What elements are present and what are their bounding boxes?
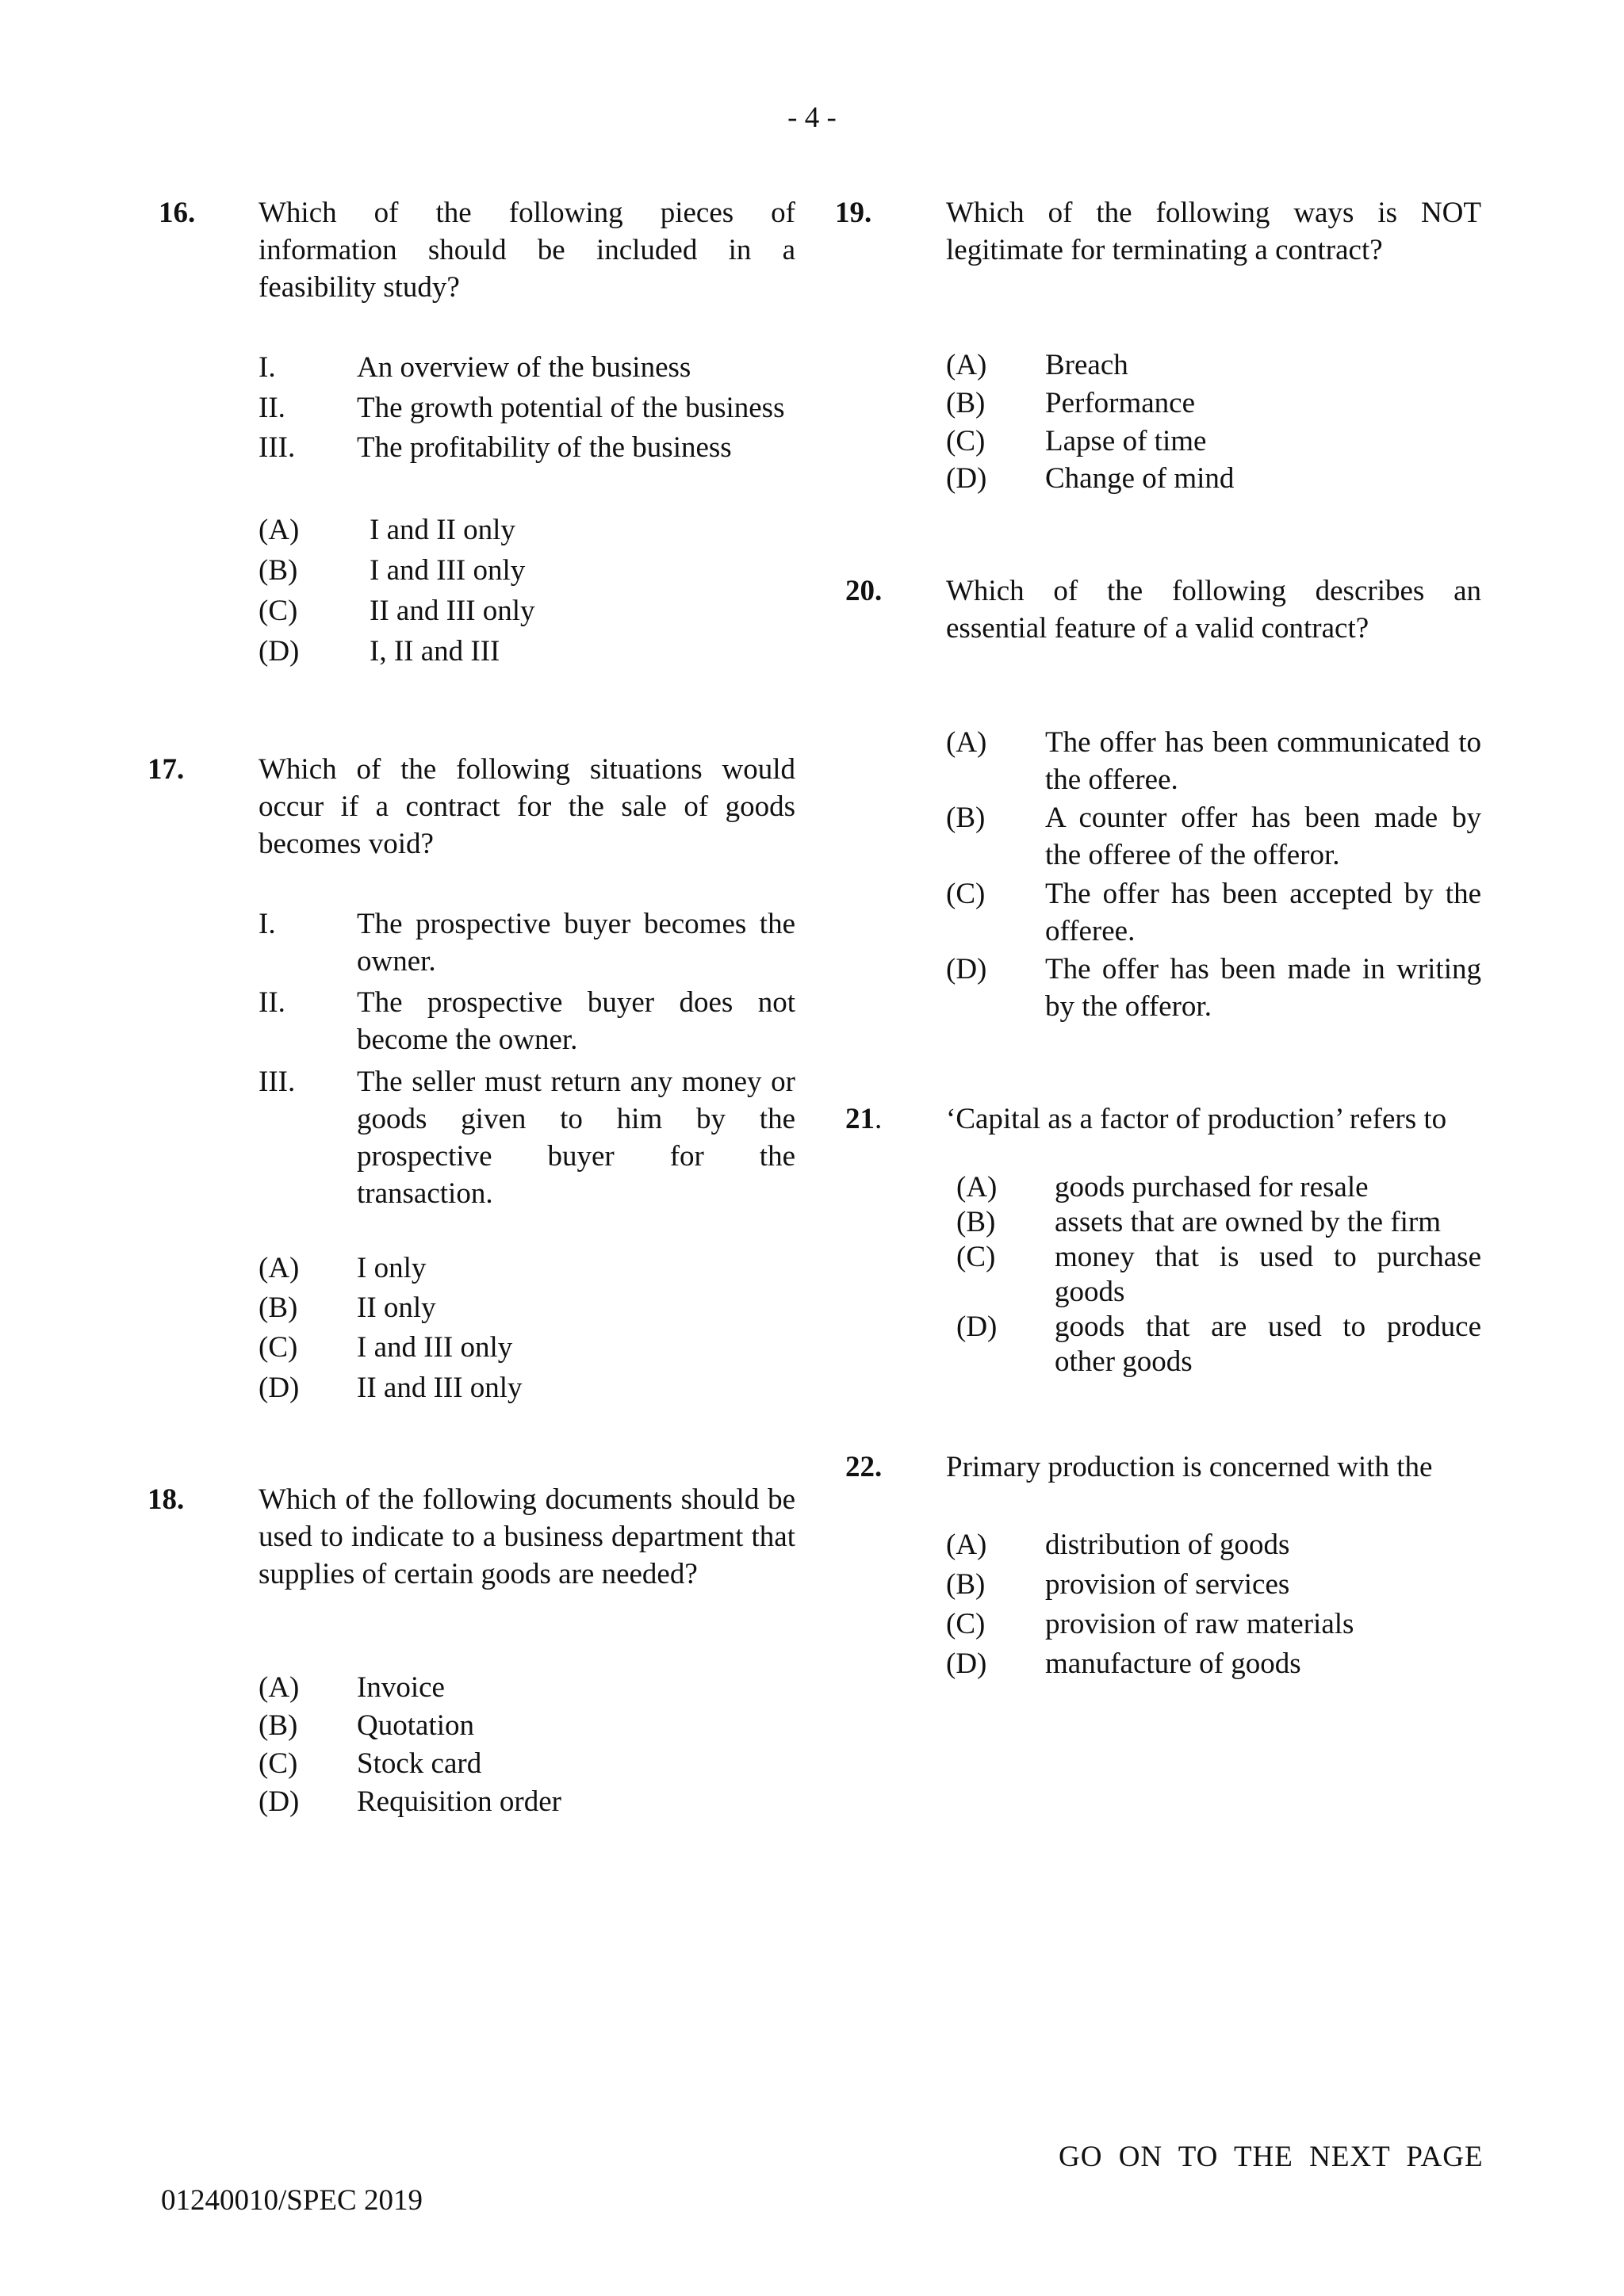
answer-option[interactable]: (A) Breach	[946, 349, 1128, 381]
answer-option[interactable]: (D) I, II and III	[259, 635, 500, 668]
answer-option[interactable]: (B) Quotation	[259, 1709, 474, 1742]
question-number: 19.	[835, 197, 872, 229]
answer-option[interactable]: (B) I and III only	[259, 554, 526, 587]
answer-option[interactable]: (B) Performance	[946, 387, 1196, 419]
question-stem: Which of the following documents should be used to indicate to a business department that supplies of certain goods are needed?	[259, 1483, 795, 1590]
answer-option[interactable]: (D) Requisition order	[259, 1785, 561, 1818]
answer-option[interactable]: (C) II and III only	[259, 595, 535, 627]
question-stem: Which of the following ways is NOT legitimate for terminating a contract?	[946, 197, 1481, 266]
paper-code: 01240010/SPEC 2019	[161, 2184, 423, 2217]
question-number: 16.	[159, 197, 196, 229]
question-number: 18.	[147, 1483, 185, 1516]
answer-option[interactable]: (A) I only	[259, 1252, 427, 1284]
answer-option[interactable]: (D) II and III only	[259, 1372, 523, 1404]
answer-option[interactable]: (C) Stock card	[259, 1747, 482, 1780]
question-number: 20.	[845, 575, 883, 607]
statement-item: III. The profitability of the business	[259, 431, 732, 464]
statement-item: I. An overview of the business	[259, 351, 691, 384]
question-stem: Primary production is concerned with the	[946, 1451, 1433, 1483]
answer-option[interactable]: (A) distribution of goods	[946, 1529, 1290, 1561]
answer-option[interactable]: (D) manufacture of goods	[946, 1647, 1301, 1680]
question-stem: Which of the following situations would occur if a contract for the sale of goods becomes void?	[259, 753, 795, 860]
answer-option[interactable]: (D) Change of mind	[946, 462, 1235, 495]
question-stem: Which of the following describes an essential feature of a valid contract?	[946, 575, 1481, 645]
question-stem: ‘Capital as a factor of production’ refers to	[946, 1103, 1447, 1135]
answer-option[interactable]: (B) II only	[259, 1292, 436, 1324]
question-stem: Which of the following pieces of information should be included in a feasibility study?	[259, 197, 795, 304]
question-number: 17.	[147, 753, 185, 786]
answer-option[interactable]: (A) Invoice	[259, 1671, 445, 1704]
answer-option[interactable]: (C) Lapse of time	[946, 425, 1207, 457]
answer-option[interactable]: (A) I and II only	[259, 514, 515, 546]
answer-option[interactable]: (B) provision of services	[946, 1568, 1290, 1601]
answer-option[interactable]: (C) I and III only	[259, 1331, 513, 1364]
question-number: 21.	[845, 1103, 883, 1135]
statement-item: II. The growth potential of the business	[259, 392, 785, 424]
page-number: - 4 -	[787, 101, 837, 134]
answer-option[interactable]: (C) provision of raw materials	[946, 1608, 1354, 1640]
question-number: 22.	[845, 1451, 883, 1483]
go-on-next-page: GO ON TO THE NEXT PAGE	[1059, 2141, 1484, 2173]
